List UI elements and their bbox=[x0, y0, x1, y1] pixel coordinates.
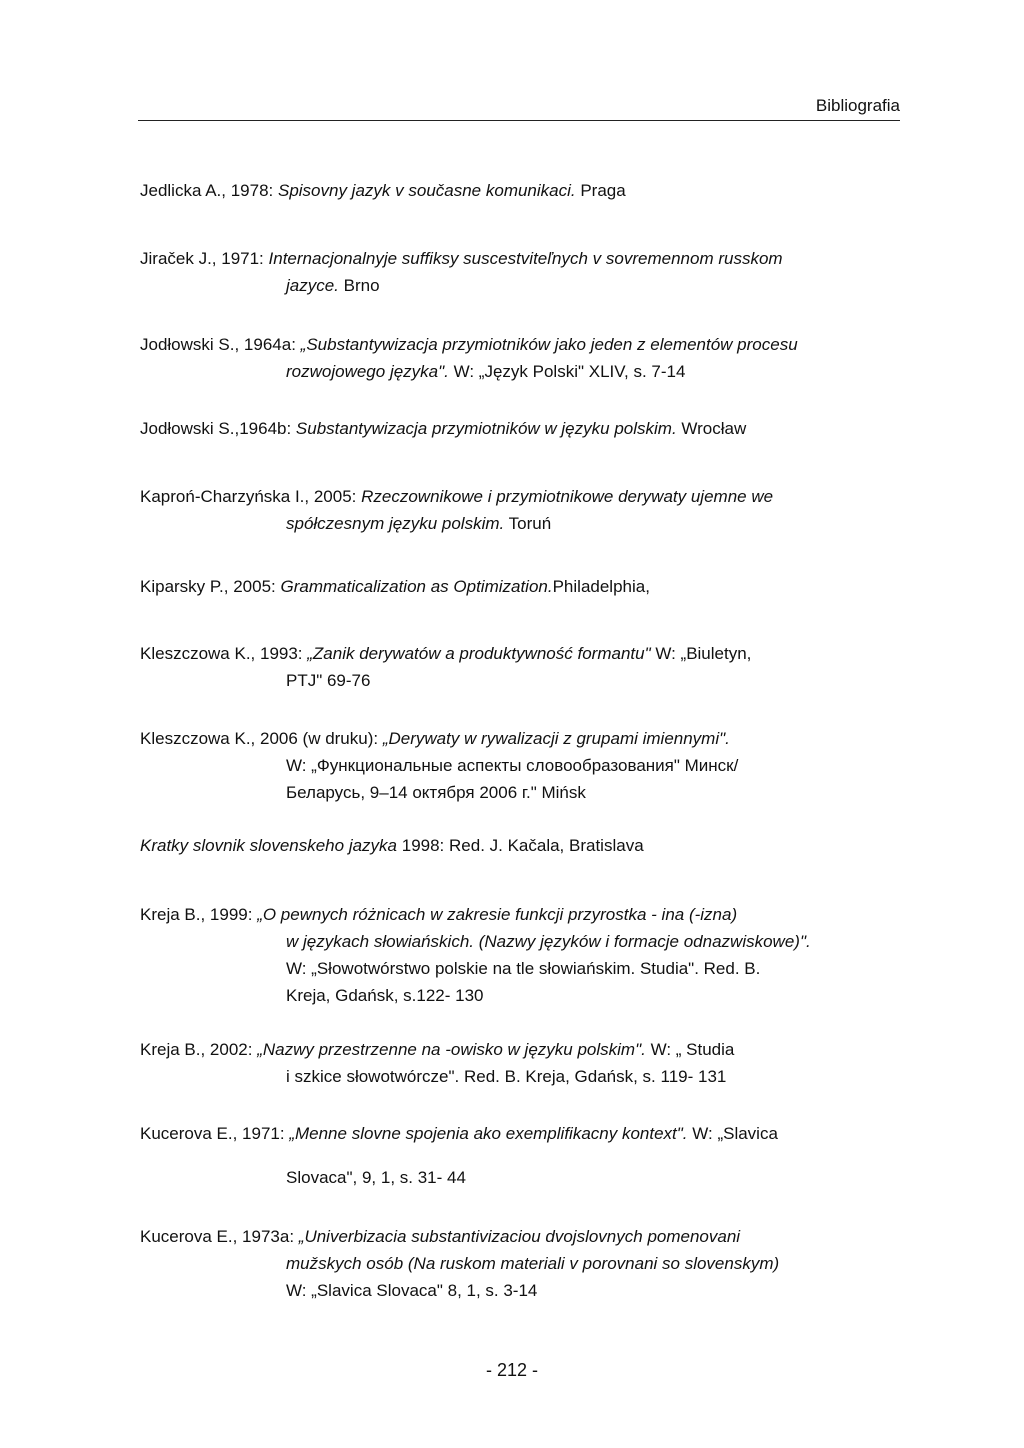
entry-text: Wrocław bbox=[676, 419, 747, 438]
bibliography-entry bbox=[140, 725, 900, 806]
entry-title-text: rozwojowego języka". bbox=[286, 362, 449, 381]
entry-title-text: spółczesnym języku polskim. bbox=[286, 514, 505, 533]
bibliography-entry bbox=[140, 177, 900, 204]
entry-text: Kaproń-Charzyńska I., 2005: bbox=[140, 487, 362, 506]
entry-line bbox=[140, 510, 900, 537]
entry-text: Kiparsky P., 2005: bbox=[140, 577, 281, 596]
entry-text: Jiraček J., 1971: bbox=[140, 249, 269, 268]
entry-line bbox=[140, 725, 900, 752]
entry-title-text: „Substantywizacja przymiotników jako jeden z elementów procesu bbox=[300, 335, 798, 354]
entry-text: Kleszczowa K., 2006 (w druku): bbox=[140, 729, 383, 748]
entry-line bbox=[140, 1164, 900, 1191]
entry-text: Kreja B., 2002: bbox=[140, 1040, 258, 1059]
bibliography-entry bbox=[140, 832, 900, 859]
entry-line bbox=[140, 667, 900, 694]
entry-title-text: Substantywizacja przymiotników w języku polskim. bbox=[295, 419, 677, 438]
bibliography-entry bbox=[140, 901, 900, 1009]
bibliography-entry bbox=[140, 483, 900, 537]
entry-line bbox=[140, 752, 900, 779]
entry-text: Brno bbox=[338, 276, 380, 295]
entry-text: Kleszczowa K., 1993: bbox=[140, 644, 308, 663]
entry-text: Беларусь, 9–14 октября 2006 г." Mińsk bbox=[286, 783, 586, 802]
entry-text: W: „Język Polski" XLIV, s. 7-14 bbox=[448, 362, 686, 381]
entry-title-text: Rzeczownikowe i przymiotnikowe derywaty ujemne we bbox=[361, 487, 774, 506]
entry-line bbox=[140, 955, 900, 982]
entry-line bbox=[140, 483, 900, 510]
entry-title-text: „Nazwy przestrzenne na -owisko w języku polskim". bbox=[257, 1040, 646, 1059]
entry-text: Jedlicka A., 1978: bbox=[140, 181, 278, 200]
entry-text: W: „Slavica Slovaca" 8, 1, s. 3-14 bbox=[286, 1281, 538, 1300]
entry-line bbox=[140, 177, 900, 204]
bibliography-entry bbox=[140, 245, 900, 299]
entry-text: Kucerova E., 1971: bbox=[140, 1124, 290, 1143]
entry-text: Jodłowski S.,1964b: bbox=[140, 419, 296, 438]
bibliography-entry bbox=[140, 1223, 900, 1304]
entry-title-text: „Menne slovne spojenia ako exemplifikacny kontext". bbox=[289, 1124, 688, 1143]
entry-line bbox=[140, 573, 900, 600]
page-number: - 212 - bbox=[485, 1360, 539, 1380]
entry-text: W: „Biuletyn, bbox=[650, 644, 752, 663]
entry-line bbox=[140, 1223, 900, 1250]
entry-line bbox=[140, 358, 900, 385]
entry-title-text: „Zanik derywatów a produktywność formantu" bbox=[307, 644, 651, 663]
entry-line bbox=[140, 832, 900, 859]
entry-line bbox=[140, 982, 900, 1009]
entry-line bbox=[140, 245, 900, 272]
entry-title-text: Grammaticalization as Optimization. bbox=[280, 577, 553, 596]
entry-text: Slovaca", 9, 1, s. 31- 44 bbox=[286, 1168, 466, 1187]
bibliography-entry bbox=[140, 1120, 900, 1191]
entry-text: Jodłowski S., 1964a: bbox=[140, 335, 301, 354]
entry-line bbox=[140, 640, 900, 667]
entry-text: PTJ" 69-76 bbox=[286, 671, 371, 690]
entry-line bbox=[140, 779, 900, 806]
entry-line bbox=[140, 1063, 900, 1090]
bibliography-entry bbox=[140, 415, 900, 442]
entry-line bbox=[140, 1277, 900, 1304]
entry-text: 1998: Red. J. Kačala, Bratislava bbox=[397, 836, 644, 855]
entry-line bbox=[140, 928, 900, 955]
entry-title-text: jazyce. bbox=[286, 276, 339, 295]
entry-text: W: „Słowotwórstwo polskie na tle słowiańskim. Studia". Red. B. bbox=[286, 959, 761, 978]
entry-text: i szkice słowotwórcze". Red. B. Kreja, Gdańsk, s. 119- 131 bbox=[286, 1067, 727, 1086]
entry-title-text: „O pewnych różnicach w zakresie funkcji przyrostka - ina (-izna) bbox=[257, 905, 738, 924]
entry-text: W: „Функциональные аспекты словообразования" Минск/ bbox=[286, 756, 739, 775]
running-header: Bibliografia bbox=[815, 96, 900, 115]
entry-text: Kucerova E., 1973a: bbox=[140, 1227, 299, 1246]
entry-text: Praga bbox=[575, 181, 626, 200]
entry-text: Kreja, Gdańsk, s.122- 130 bbox=[286, 986, 484, 1005]
entry-text: Kreja B., 1999: bbox=[140, 905, 258, 924]
entry-text: W: „ Studia bbox=[645, 1040, 735, 1059]
entry-line bbox=[140, 415, 900, 442]
entry-text: Philadelphia, bbox=[552, 577, 650, 596]
entry-line bbox=[140, 272, 900, 299]
bibliography-entry bbox=[140, 1036, 900, 1090]
entry-line bbox=[140, 1250, 900, 1277]
header-rule bbox=[138, 120, 900, 121]
entry-line bbox=[140, 1036, 900, 1063]
entry-line bbox=[140, 331, 900, 358]
entry-title-text: Kratky slovnik slovenskeho jazyka bbox=[140, 836, 398, 855]
entry-title-text: Spisovny jazyk v současne komunikaci. bbox=[277, 181, 576, 200]
bibliography-entry bbox=[140, 331, 900, 385]
entry-title-text: Internacjonalnyje suffiksy suscestviteľnych v sovremennom russkom bbox=[268, 249, 783, 268]
bibliography-entry bbox=[140, 573, 900, 600]
entry-title-text: mužskych osób (Na ruskom materiali v porovnani so slovenskym) bbox=[286, 1254, 780, 1273]
entry-title-text: „Derywaty w rywalizacji z grupami imiennymi". bbox=[382, 729, 730, 748]
entry-text: Toruń bbox=[504, 514, 552, 533]
bibliography-entry bbox=[140, 640, 900, 694]
entry-line bbox=[140, 1120, 900, 1147]
entry-title-text: w językach słowiańskich. (Nazwy języków i formacje odnazwiskowe)". bbox=[286, 932, 811, 951]
entry-title-text: „Univerbizacia substantivizaciou dvojslovnych pomenovani bbox=[298, 1227, 741, 1246]
entry-line bbox=[140, 901, 900, 928]
entry-text: W: „Slavica bbox=[687, 1124, 778, 1143]
